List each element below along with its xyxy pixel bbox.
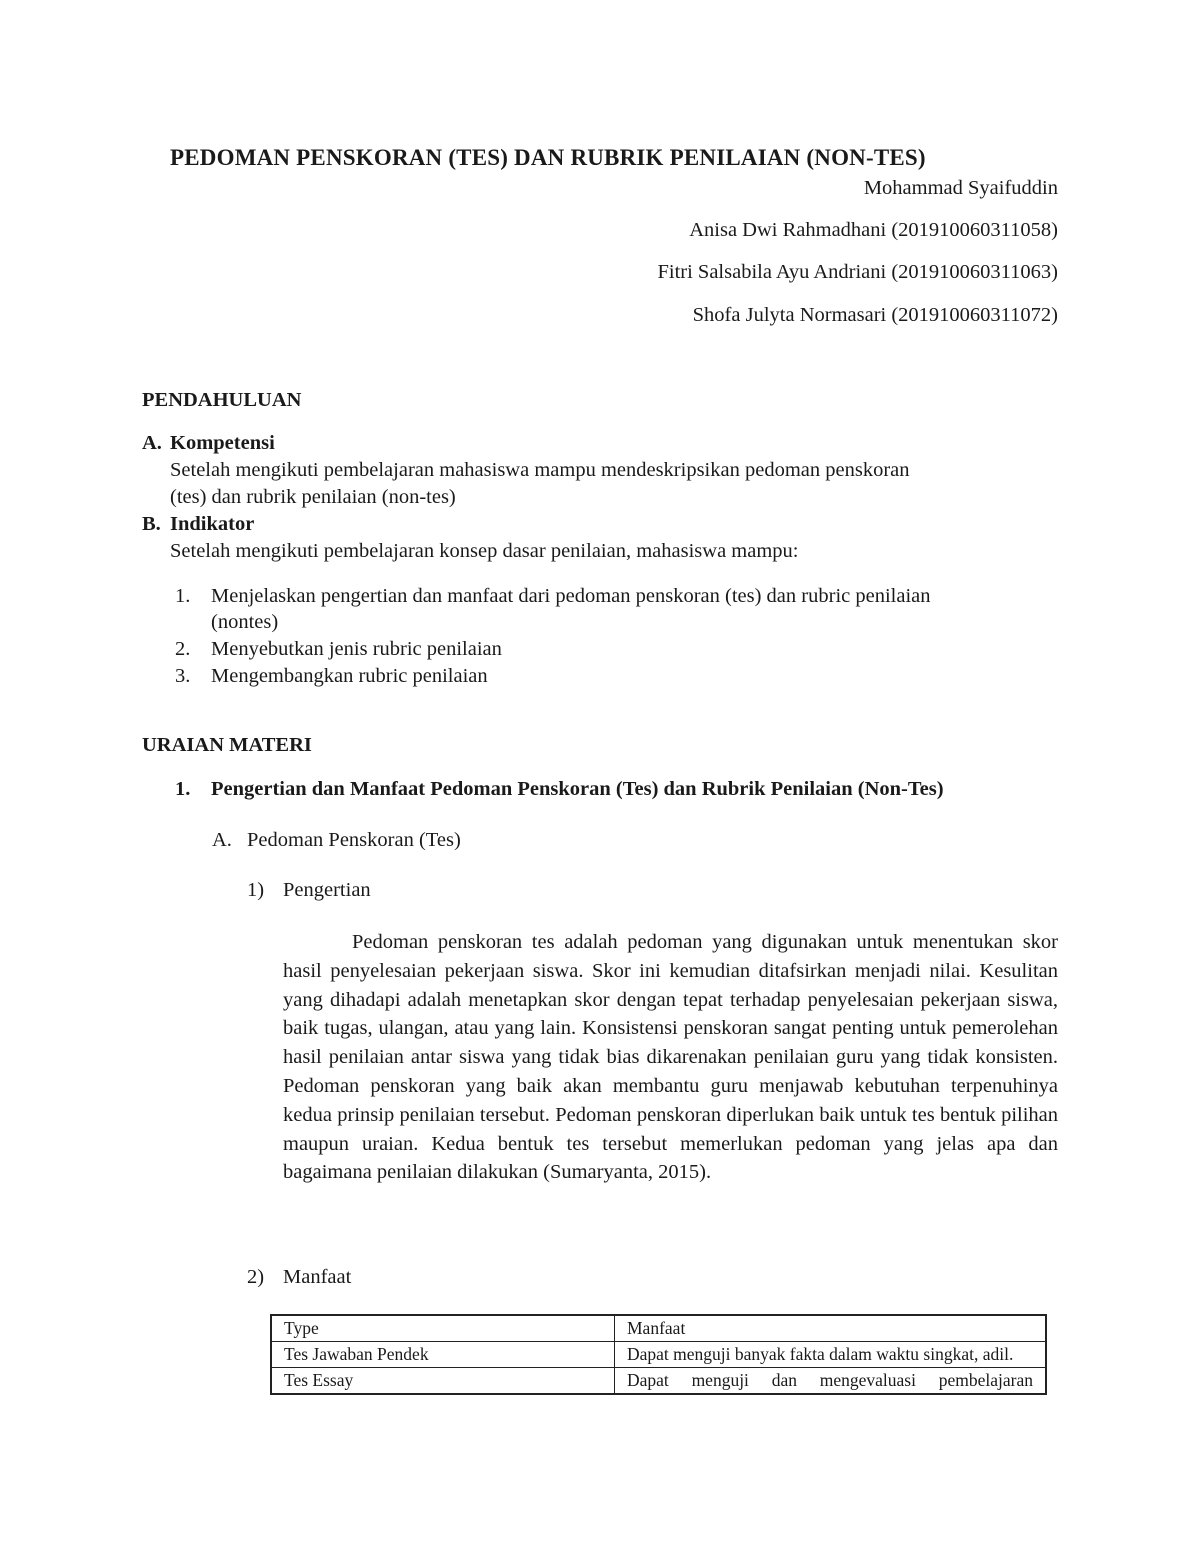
author-4: Shofa Julyta Normasari (201910060311072) [692,304,1058,326]
subsection-marker-a: A. [212,829,232,851]
table-cell-type: Tes Essay [271,1368,615,1395]
table-cell-type: Tes Jawaban Pendek [271,1342,615,1368]
manfaat-table [270,1314,1047,1395]
table-header-row [271,1315,1046,1342]
indikator-text: Setelah mengikuti pembelajaran konsep dasar penilaian, mahasiswa mampu: [170,540,799,562]
list-number-3: 3. [175,665,191,687]
table-header-manfaat: Manfaat [615,1315,1047,1342]
list-number-1: 1. [175,585,191,607]
document-title: PEDOMAN PENSKORAN (TES) DAN RUBRIK PENILAIAN (NON-TES) [170,145,926,170]
item-marker-1: 1) [247,879,265,901]
subsection-title-pedoman: Pedoman Penskoran (Tes) [247,829,461,851]
list-item-1-line-2: (nontes) [211,611,279,633]
list-item-1-line-1: Menjelaskan pengertian dan manfaat dari pedoman penskoran (tes) dan rubric penilaian [211,585,931,607]
pengertian-paragraph: Pedoman penskoran tes adalah pedoman yang digunakan untuk menentukan skor hasil penyelesaian pekerjaan siswa. Skor ini kemudian ditafsirkan menjadi nilai. Kesulitan yang dihadapi adalah menetapkan skor dengan tepat terhadap penyelesaian pekerjaan siswa, baik tugas, ulangan, atau yang lain. Konsistensi penskoran sangat penting untuk pemerolehan hasil penilaian antar siswa yang tidak bias dikarenakan penilaian guru yang tidak konsisten. Pedoman penskoran yang baik akan membantu guru menjawab kebutuhan terpenuhinya kedua prinsip penilaian tersebut. Pedoman penskoran diperlukan baik untuk tes bentuk pilihan maupun uraian. Kedua bentuk tes tersebut memerlukan pedoman yang jelas apa dan bagaimana penilaian dilakukan (Sumaryanta, 2015). [283,931,1058,1184]
kompetensi-text-line-2: (tes) dan rubrik penilaian (non-tes) [170,486,456,508]
table-row [271,1342,1046,1368]
section-1-title: Pengertian dan Manfaat Pedoman Penskoran (Tes) dan Rubrik Penilaian (Non-Tes) [211,778,944,800]
section-heading-uraian: URAIAN MATERI [142,734,312,756]
item-marker-2: 2) [247,1266,265,1288]
author-1: Mohammad Syaifuddin [863,177,1058,199]
table-row [271,1368,1046,1395]
section-heading-pendahuluan: PENDAHULUAN [142,389,302,411]
table-cell-manfaat: Dapat menguji dan mengevaluasi pembelajaran [615,1368,1047,1395]
section-1-number: 1. [175,778,191,800]
author-3: Fitri Salsabila Ayu Andriani (201910060311063) [657,261,1058,283]
kompetensi-text-line-1: Setelah mengikuti pembelajaran mahasiswa mampu mendeskripsikan pedoman penskoran [170,459,910,481]
list-number-2: 2. [175,638,191,660]
list-item-3: Mengembangkan rubric penilaian [211,665,488,687]
item-title-manfaat: Manfaat [283,1266,352,1288]
subsection-b-title: Indikator [170,513,255,535]
list-item-2: Menyebutkan jenis rubric penilaian [211,638,502,660]
subsection-a-marker: A. [142,432,162,454]
item-title-pengertian: Pengertian [283,879,371,901]
table-cell-manfaat: Dapat menguji banyak fakta dalam waktu singkat, adil. [615,1342,1047,1368]
table-header-type: Type [271,1315,615,1342]
author-2: Anisa Dwi Rahmadhani (201910060311058) [689,219,1058,241]
subsection-a-title: Kompetensi [170,432,275,454]
subsection-b-marker: B. [142,513,161,535]
